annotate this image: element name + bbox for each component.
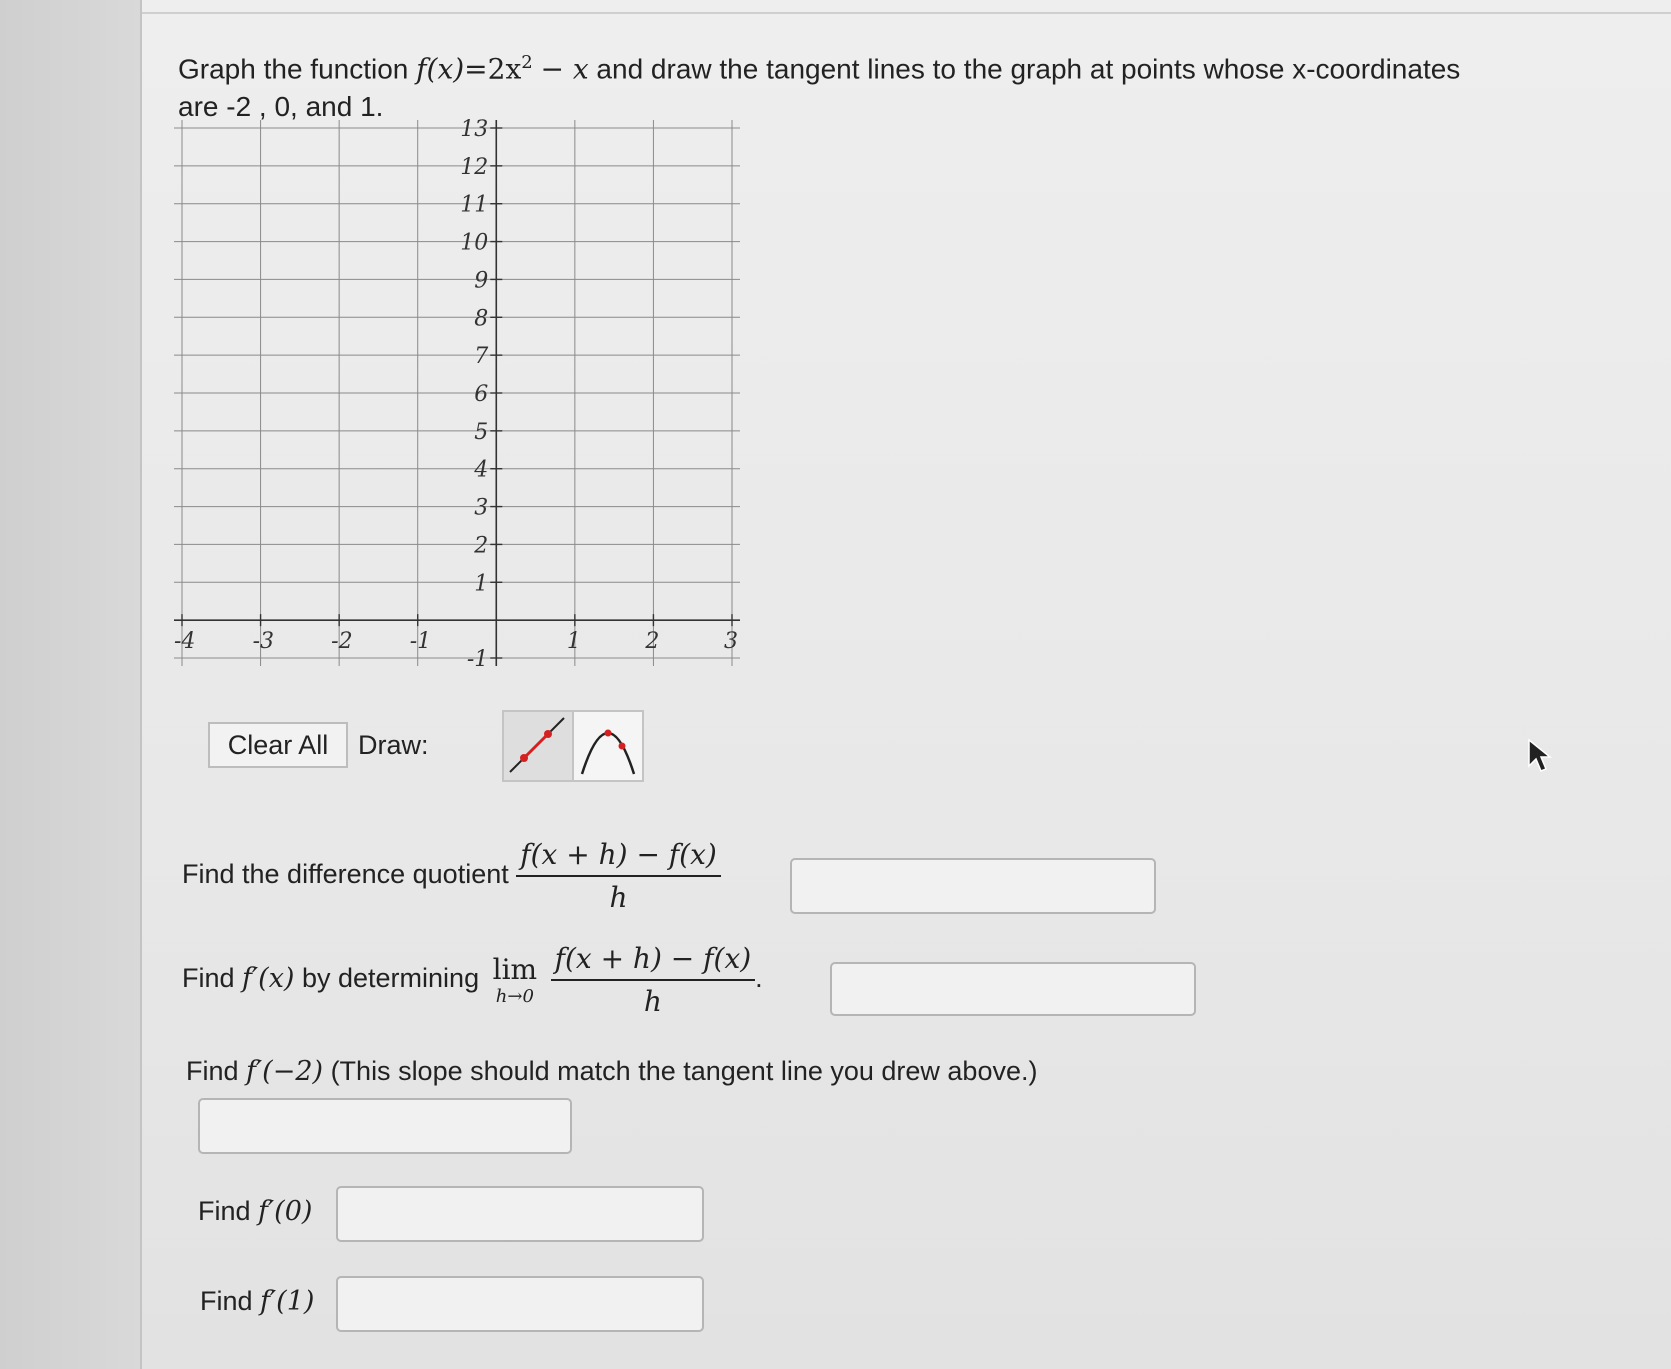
y-tick-label: 2 bbox=[474, 533, 489, 559]
parabola-tool-icon bbox=[574, 712, 642, 780]
y-tick-label: 8 bbox=[474, 306, 489, 332]
x-tick-label: -1 bbox=[409, 629, 432, 655]
f1-math: f′(1) bbox=[260, 1286, 315, 1317]
limit-fraction-numerator: f(x + h) − f(x) bbox=[551, 942, 756, 981]
limit-expression bbox=[493, 953, 537, 1007]
left-margin bbox=[0, 0, 142, 1369]
derivative-label-b: by determining bbox=[301, 963, 480, 994]
f0-label: Find bbox=[198, 1196, 251, 1226]
lim-word: lim bbox=[492, 953, 538, 986]
x-tick-label: 3 bbox=[724, 629, 738, 655]
f-prime-0-prompt bbox=[198, 1196, 312, 1227]
fm2-label-a: Find bbox=[186, 1056, 239, 1086]
x-tick-label: 1 bbox=[566, 629, 581, 655]
limit-fraction-denominator: h bbox=[643, 985, 662, 1018]
line-tool-icon bbox=[504, 712, 572, 780]
y-tick-label: 10 bbox=[460, 230, 489, 256]
derivative-prompt bbox=[182, 942, 763, 1018]
function-tail: − x bbox=[540, 52, 589, 86]
question-suffix: and draw the tangent lines to the graph at points whose x-coordinates bbox=[596, 53, 1461, 85]
mouse-cursor-icon bbox=[1527, 738, 1553, 774]
fraction-numerator: f(x + h) − f(x) bbox=[516, 838, 721, 877]
y-tick-label: 11 bbox=[460, 192, 489, 218]
question-prefix: Graph the function bbox=[178, 53, 409, 85]
question-text bbox=[178, 44, 1578, 126]
fm2-math: f′(−2) bbox=[246, 1056, 324, 1087]
derivative-input[interactable] bbox=[830, 962, 1196, 1016]
x-tick-label: -4 bbox=[174, 629, 196, 655]
parabola-tool-button[interactable] bbox=[572, 710, 644, 782]
draw-label: Draw: bbox=[358, 730, 429, 760]
exponent: 2 bbox=[521, 52, 533, 73]
x-tick-label: 2 bbox=[645, 629, 660, 655]
y-tick-label: -1 bbox=[466, 647, 489, 672]
y-tick-label: 3 bbox=[474, 495, 489, 521]
divider bbox=[142, 12, 1671, 14]
y-tick-label: 5 bbox=[474, 419, 489, 445]
derivative-label-a: Find bbox=[182, 963, 235, 994]
fm2-label-b: (This slope should match the tangent line you drew above.) bbox=[330, 1056, 1038, 1086]
y-tick-label: 12 bbox=[460, 154, 489, 180]
lim-subscript: h→0 bbox=[495, 986, 534, 1007]
diff-quotient-label: Find the difference quotient bbox=[182, 859, 509, 890]
y-tick-label: 9 bbox=[474, 268, 489, 294]
difference-fraction bbox=[516, 838, 721, 914]
f0-math: f′(0) bbox=[258, 1196, 313, 1227]
function-rhs: =2x bbox=[464, 52, 522, 86]
period: . bbox=[755, 963, 763, 994]
y-tick-label: 1 bbox=[474, 571, 489, 597]
limit-fraction bbox=[551, 942, 756, 1018]
x-tick-label: -3 bbox=[252, 629, 275, 655]
f-prime-m2-input[interactable] bbox=[198, 1098, 572, 1154]
f-prime-0-input[interactable] bbox=[336, 1186, 704, 1242]
y-tick-label: 13 bbox=[460, 118, 489, 142]
y-tick-label: 7 bbox=[474, 344, 489, 370]
x-tick-label: -2 bbox=[331, 629, 353, 655]
f-prime-1-input[interactable] bbox=[336, 1276, 704, 1332]
clear-all-button[interactable]: Clear All bbox=[208, 722, 348, 768]
y-tick-label: 4 bbox=[474, 457, 489, 483]
function-lhs: f(x) bbox=[416, 52, 465, 86]
diff-quotient-input[interactable] bbox=[790, 858, 1156, 914]
line-tool-button[interactable] bbox=[502, 710, 574, 782]
question-line2: are -2 , 0, and 1. bbox=[178, 91, 384, 123]
f-prime-1-prompt bbox=[200, 1286, 314, 1317]
fraction-denominator: h bbox=[609, 881, 628, 914]
diff-quotient-prompt bbox=[182, 838, 721, 914]
derivative-fx: f′(x) bbox=[242, 963, 295, 995]
question-page bbox=[142, 0, 1671, 1369]
f1-label: Find bbox=[200, 1286, 253, 1316]
f-prime-m2-prompt bbox=[186, 1056, 1037, 1087]
y-tick-label: 6 bbox=[474, 382, 489, 407]
coordinate-grid[interactable] bbox=[172, 118, 762, 708]
graph-area[interactable] bbox=[172, 118, 762, 708]
